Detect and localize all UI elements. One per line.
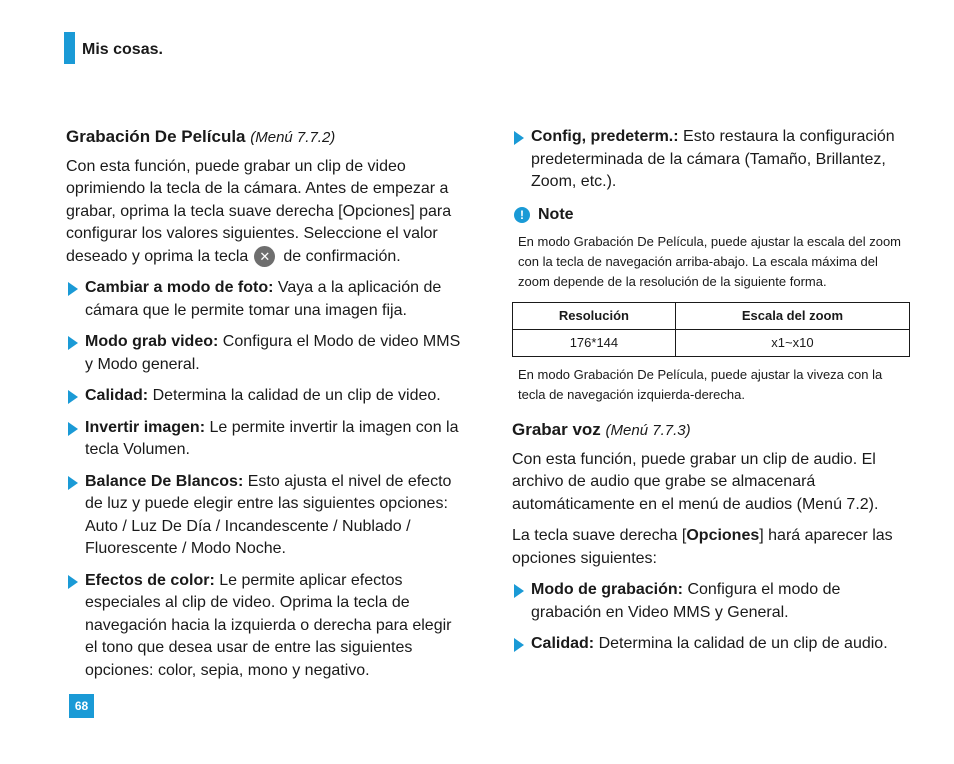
intro-text: Con esta función, puede grabar un clip de video oprimiendo la tecla de la cámara. Antes de empezar a grabar, oprima la tecla suave derecha [Opciones] para configurar los valores siguientes. Seleccione el valor deseado y oprima la tecla bbox=[66, 157, 452, 265]
table-row bbox=[513, 330, 910, 357]
bullet-label: Modo de grabación: bbox=[531, 581, 683, 598]
bullet-arrow-icon bbox=[68, 390, 78, 404]
voice-paragraph-1: Con esta función, puede grabar un clip de audio. El archivo de audio que grabe se almacenará automáticamente en el menú de audios (Menú 7.2). bbox=[512, 450, 879, 513]
header-accent-bar bbox=[64, 32, 75, 64]
bullet-label: Calidad: bbox=[85, 387, 149, 404]
table-header-cell: Resolución bbox=[513, 303, 676, 330]
bullet-item bbox=[66, 277, 462, 322]
bullet-arrow-icon bbox=[68, 476, 78, 490]
bullet-arrow-icon bbox=[514, 584, 524, 598]
section-title bbox=[66, 126, 462, 150]
zoom-table bbox=[512, 302, 910, 357]
right-column bbox=[512, 126, 912, 665]
bullet-arrow-icon bbox=[68, 575, 78, 589]
bullet-text: Configura el modo de grabación en Video MMS y General. bbox=[531, 581, 841, 621]
intro-text-end: de confirmación. bbox=[283, 247, 401, 265]
bullet-label: Cambiar a modo de foto: bbox=[85, 279, 274, 296]
bullet-item bbox=[66, 385, 462, 408]
bullet-arrow-icon bbox=[68, 282, 78, 296]
header-title: Mis cosas. bbox=[82, 41, 163, 58]
voice-p2-bold: Opciones bbox=[686, 527, 760, 544]
left-column bbox=[66, 126, 462, 691]
note-text: En modo Grabación De Película, puede ajustar la escala del zoom con la tecla de navegación arriba-abajo. La escala máxima del zoom depende de la resolución de la siguiente forma. bbox=[518, 234, 901, 289]
bullet-arrow-icon bbox=[68, 336, 78, 350]
bullet-item bbox=[512, 126, 912, 194]
bullet-item bbox=[512, 579, 912, 624]
bullet-item bbox=[66, 331, 462, 376]
bullet-label: Calidad: bbox=[531, 635, 595, 652]
table-cell: 176*144 bbox=[513, 330, 676, 357]
section-title-text: Grabación De Película bbox=[66, 127, 246, 146]
note-text-2: En modo Grabación De Película, puede ajustar la viveza con la tecla de navegación izquierda-derecha. bbox=[518, 367, 883, 402]
voice-paragraph-2 bbox=[512, 525, 912, 570]
intro-paragraph bbox=[66, 156, 462, 269]
bullet-label: Efectos de color: bbox=[85, 571, 215, 589]
voice-p2-post: ] hará aparecer las opciones siguientes: bbox=[512, 527, 893, 567]
bullet-text: Configura el Modo de video MMS y Modo general. bbox=[85, 333, 461, 373]
bullet-item bbox=[66, 570, 462, 683]
bullet-arrow-icon bbox=[514, 638, 524, 652]
page-number: 68 bbox=[69, 694, 94, 718]
bullet-arrow-icon bbox=[514, 131, 524, 145]
bullet-label: Config, predeterm.: bbox=[531, 128, 679, 145]
note-heading-text: Note bbox=[538, 205, 574, 223]
bullet-item bbox=[66, 417, 462, 462]
bullet-arrow-icon bbox=[68, 422, 78, 436]
table-cell: x1~x10 bbox=[675, 330, 909, 357]
bullet-label: Balance De Blancos: bbox=[85, 472, 244, 490]
section-title-text: Grabar voz bbox=[512, 420, 601, 439]
bullet-text: Determina la calidad de un clip de audio. bbox=[598, 635, 888, 652]
table-header-row bbox=[513, 303, 910, 330]
voice-p2-pre: La tecla suave derecha [ bbox=[512, 527, 687, 544]
section-menu-ref: (Menú 7.7.3) bbox=[605, 422, 691, 439]
section-title bbox=[512, 419, 912, 443]
bullet-text: Esto restaura la configuración predeterminada de la cámara (Tamaño, Brillantez, Zoom, etc.). bbox=[531, 128, 895, 190]
bullet-item bbox=[512, 633, 912, 656]
section-menu-ref: (Menú 7.7.2) bbox=[250, 129, 336, 146]
bullet-item bbox=[66, 471, 462, 561]
bullet-label: Modo grab video: bbox=[85, 333, 219, 350]
bullet-text: Le permite invertir la imagen con la tecla Volumen. bbox=[85, 418, 459, 458]
ok-key-icon: ✕ bbox=[254, 246, 275, 267]
bullet-text: Esto ajusta el nivel de efecto de luz y puede elegir entre las siguientes opciones: Auto / Luz De Día / Incandescente / Nublado / Fluorescente / Modo Noche. bbox=[85, 472, 452, 557]
bullet-text: Le permite aplicar efectos especiales al clip de video. Oprima la tecla de navegación hacia la izquierda o derecha para elegir el tono que desea usar de entre las siguientes opciones: color, sepia, mono y negativo. bbox=[85, 571, 452, 679]
bullet-text: Determina la calidad de un clip de video. bbox=[152, 387, 441, 404]
table-header-cell: Escala del zoom bbox=[675, 303, 909, 330]
exclamation-icon: ! bbox=[514, 207, 530, 223]
bullet-text: Vaya a la aplicación de cámara que le permite tomar una imagen fija. bbox=[85, 279, 442, 319]
note-heading bbox=[514, 204, 912, 227]
bullet-label: Invertir imagen: bbox=[85, 418, 206, 436]
